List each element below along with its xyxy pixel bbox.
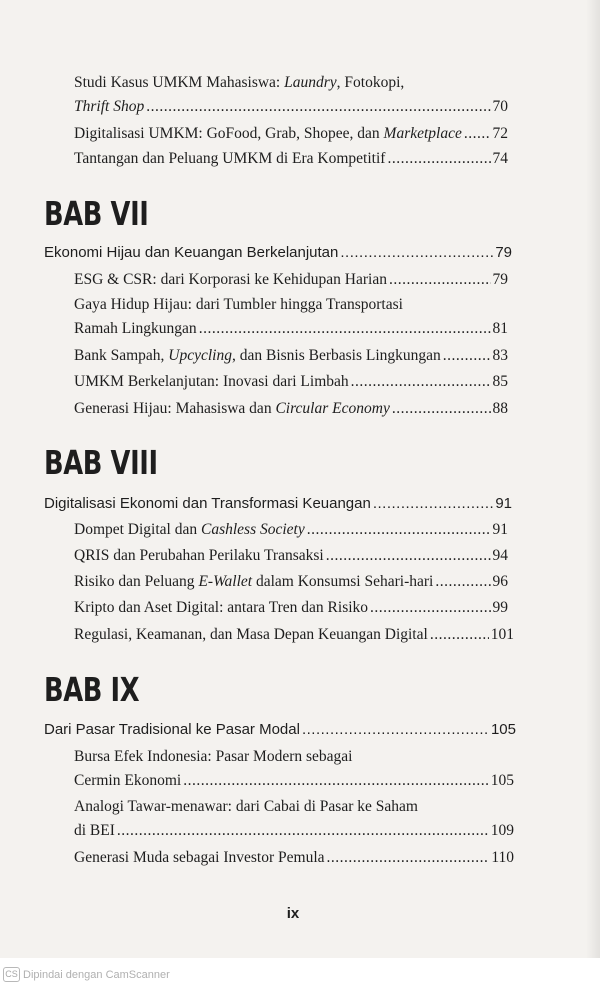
toc-entry-kripto (74, 596, 508, 620)
toc-entry-line-2 (74, 819, 514, 843)
entry-text-part: , dan Bisnis Berbasis Lingkungan (231, 347, 441, 364)
page-ref: 110 (491, 849, 514, 866)
toc-entry-bank-sampah (74, 344, 508, 368)
entry-text: Cermin Ekonomi (74, 772, 182, 789)
page-ref: 94 (492, 547, 508, 564)
chapter-pasar-modal (44, 718, 516, 742)
page-ref: 83 (492, 347, 508, 364)
dot-leader (183, 769, 489, 793)
toc-entry-line (74, 570, 508, 594)
entry-text: Regulasi, Keamanan, dan Masa Depan Keuangan Digital (74, 626, 428, 643)
entry-text: Generasi Muda sebagai Investor Pemula (74, 849, 325, 866)
page-ref: 74 (492, 150, 508, 167)
entry-text-italic: Marketplace (383, 125, 462, 142)
chapter-title: Ekonomi Hijau dan Keuangan Berkelanjutan (44, 244, 339, 261)
toc-entry-qris (74, 544, 508, 568)
toc-entry-tantangan (74, 147, 508, 171)
toc-entry-line (74, 370, 508, 394)
entry-text-italic: E-Wallet (198, 573, 253, 590)
dot-leader (370, 596, 490, 620)
toc-entry-line-2 (74, 769, 514, 793)
dot-leader (327, 846, 490, 870)
toc-entry-digitalisasi-umkm (74, 122, 508, 146)
entry-text (74, 570, 433, 594)
page-ref: 96 (492, 573, 508, 590)
page-ref: 85 (492, 373, 508, 390)
toc-entry-dompet-digital (74, 518, 508, 542)
entry-text: ESG & CSR: dari Korporasi ke Kehidupan Harian (74, 271, 387, 288)
dot-leader (464, 122, 491, 146)
camscanner-logo-icon: CS (3, 967, 20, 982)
page-ref: 88 (492, 400, 508, 417)
toc-entry-line-1: Bursa Efek Indonesia: Pasar Modern sebagai (74, 748, 353, 765)
entry-text-italic: Thrift Shop (74, 98, 145, 115)
bab-vii-heading: BAB VII (44, 194, 149, 233)
toc-entry-gaya-hidup-hijau (74, 293, 508, 341)
toc-entry-risiko-e-wallet (74, 570, 508, 594)
entry-text (74, 397, 390, 421)
entry-text-italic: Laundry (284, 74, 337, 91)
entry-text-part: Risiko dan Peluang (74, 573, 199, 590)
toc-entry-line-1 (74, 71, 508, 95)
toc-entry-line-1: Analogi Tawar-menawar: dari Cabai di Pasar ke Saham (74, 798, 418, 815)
entry-text: Ramah Lingkungan (74, 320, 197, 337)
entry-text-italic: Circular Economy (275, 400, 390, 417)
page-ref: 70 (492, 98, 508, 115)
dot-leader (326, 544, 491, 568)
dot-leader (351, 370, 491, 394)
entry-text (74, 344, 441, 368)
toc-entry-line (74, 846, 514, 870)
dot-leader (117, 819, 489, 843)
page-edge-shadow (586, 0, 600, 958)
page-ref: 91 (492, 521, 508, 538)
toc-entry-line (74, 623, 514, 647)
page-ref: 105 (490, 772, 514, 789)
scanner-watermark-text: Dipindai dengan CamScanner (23, 968, 170, 981)
toc-entry-generasi-hijau (74, 397, 508, 421)
chapter-line (44, 241, 512, 265)
toc-entry-line (74, 544, 508, 568)
toc-entry-line (74, 397, 508, 421)
dot-leader (435, 570, 490, 594)
chapter-line (44, 492, 512, 516)
bab-viii-heading: BAB VIII (44, 443, 158, 482)
toc-entry-studi-kasus (74, 71, 508, 119)
entry-text-italic: Upcycling (168, 347, 232, 364)
toc-entry-line-2 (74, 95, 508, 119)
bab-ix-heading: BAB IX (44, 670, 140, 709)
page-ref: 79 (495, 244, 512, 261)
toc-entry-generasi-muda (74, 846, 514, 870)
page-ref: 109 (490, 822, 514, 839)
toc-entry-line (74, 147, 508, 171)
toc-entry-line (74, 122, 508, 146)
page-ref: 101 (490, 626, 514, 643)
page-ref: 79 (492, 271, 508, 288)
entry-text: Studi Kasus UMKM Mahasiswa: (74, 74, 285, 91)
entry-text: UMKM Berkelanjutan: Inovasi dari Limbah (74, 373, 349, 390)
dot-leader (373, 492, 493, 516)
entry-text: QRIS dan Perubahan Perilaku Transaksi (74, 547, 324, 564)
chapter-digitalisasi-ekonomi (44, 492, 512, 516)
toc-entry-line-1: Gaya Hidup Hijau: dari Tumbler hingga Transportasi (74, 296, 403, 313)
page-ref: 105 (490, 721, 516, 738)
dot-leader (199, 317, 491, 341)
chapter-line (44, 718, 516, 742)
dot-leader (387, 147, 490, 171)
entry-text-italic: Cashless Society (201, 521, 305, 538)
toc-entry-line (74, 268, 508, 292)
scanner-watermark (3, 967, 170, 982)
dot-leader (146, 95, 490, 119)
dot-leader (340, 241, 493, 265)
page-ref: 81 (492, 320, 508, 337)
dot-leader (302, 718, 489, 742)
entry-text-part: Dompet Digital dan (74, 521, 201, 538)
entry-text: , Fotokopi, (336, 74, 405, 91)
entry-text (74, 122, 462, 146)
entry-text: di BEI (74, 822, 115, 839)
toc-entry-line (74, 596, 508, 620)
chapter-title: Dari Pasar Tradisional ke Pasar Modal (44, 721, 300, 738)
page-ref: 91 (495, 495, 512, 512)
page-ref: 99 (492, 599, 508, 616)
entry-text-part: Digitalisasi UMKM: GoFood, Grab, Shopee, dan (74, 125, 384, 142)
dot-leader (443, 344, 491, 368)
toc-entry-line (74, 518, 508, 542)
chapter-title: Digitalisasi Ekonomi dan Transformasi Keuangan (44, 495, 371, 512)
chapter-ekonomi-hijau (44, 241, 512, 265)
dot-leader (389, 268, 491, 292)
dot-leader (307, 518, 491, 542)
entry-text: Kripto dan Aset Digital: antara Tren dan Risiko (74, 599, 369, 616)
toc-entry-line (74, 344, 508, 368)
entry-text-part: Generasi Hijau: Mahasiswa dan (74, 400, 276, 417)
toc-entry-analogi-tawar-menawar (74, 795, 514, 843)
toc-entry-regulasi (74, 623, 514, 647)
entry-text: Tantangan dan Peluang UMKM di Era Kompetitif (74, 150, 386, 167)
toc-entry-esg-csr (74, 268, 508, 292)
toc-entry-line-2 (74, 317, 508, 341)
dot-leader (430, 623, 489, 647)
dot-leader (392, 397, 491, 421)
entry-text-part: dalam Konsumsi Sehari-hari (252, 573, 434, 590)
entry-text-part: Bank Sampah, (74, 347, 169, 364)
toc-entry-bursa-efek (74, 745, 514, 793)
page-ref: 72 (492, 125, 508, 142)
page-number: ix (286, 905, 300, 922)
entry-text (74, 518, 305, 542)
toc-entry-umkm-berkelanjutan (74, 370, 508, 394)
